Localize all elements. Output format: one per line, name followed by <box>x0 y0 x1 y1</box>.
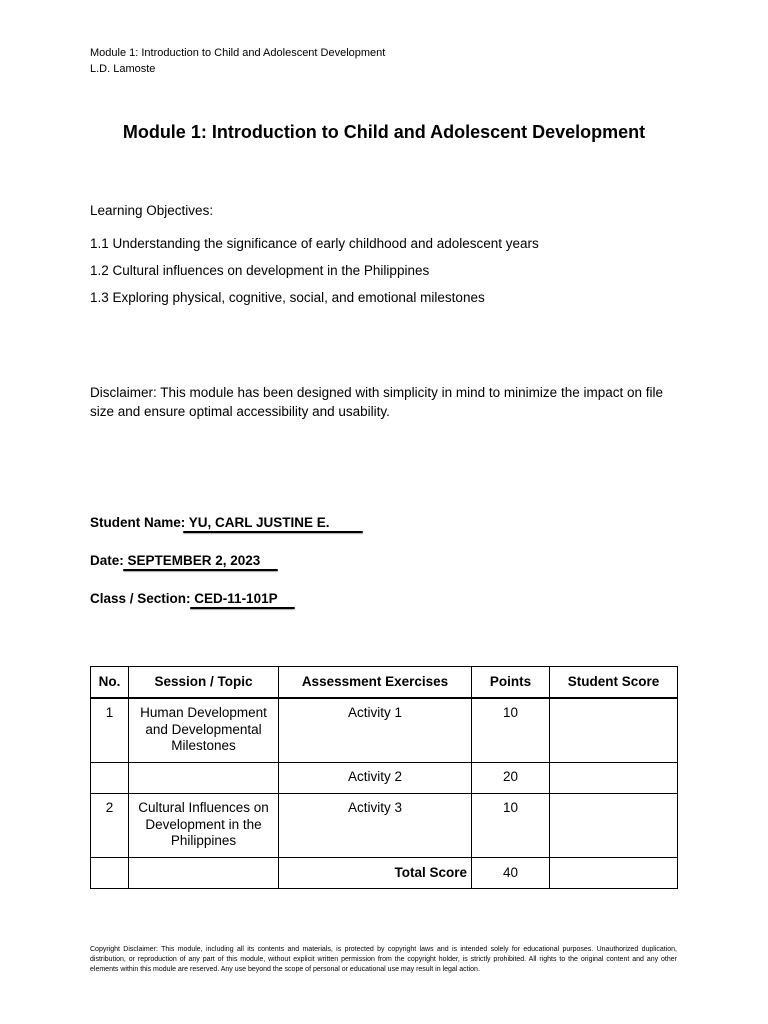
header-author-line: L.D. Lamoste <box>90 63 156 75</box>
total-empty-cell <box>91 858 129 889</box>
row-exercise: Activity 2 <box>279 763 472 794</box>
table-row <box>91 794 678 858</box>
objective-item: 1.1 Understanding the significance of early childhood and adolescent years <box>90 236 539 251</box>
table-header-row <box>91 667 678 699</box>
class-section-field <box>90 591 278 606</box>
date-label: Date <box>90 553 120 568</box>
table-row <box>91 763 678 794</box>
date-value: : SEPTEMBER 2, 2023 <box>119 553 261 568</box>
date-field <box>90 553 260 568</box>
row-no <box>91 763 129 794</box>
col-header-topic: Session / Topic <box>129 667 279 699</box>
total-empty-cell <box>129 858 279 889</box>
total-score-label: Total Score <box>279 858 472 889</box>
disclaimer-text: Disclaimer: This module has been designed with simplicity in mind to minimize the impact on file size and ensure optimal accessibility and usability. <box>90 385 663 419</box>
row-points: 20 <box>472 763 550 794</box>
total-row <box>91 858 678 889</box>
class-section-value: : CED-11-101P <box>186 591 278 606</box>
objective-item: 1.2 Cultural influences on development in the Philippines <box>90 263 430 278</box>
class-section-label: Class / Section <box>90 591 187 606</box>
row-no: 2 <box>91 794 129 858</box>
student-name-field <box>90 515 330 530</box>
class-section-underline <box>190 607 295 609</box>
row-student-score <box>550 763 678 794</box>
col-header-exercises: Assessment Exercises <box>279 667 472 699</box>
table-row <box>91 698 678 763</box>
row-student-score <box>550 698 678 763</box>
row-student-score <box>550 794 678 858</box>
col-header-points: Points <box>472 667 550 699</box>
student-name-value: : YU, CARL JUSTINE E. <box>180 515 330 530</box>
objective-item: 1.3 Exploring physical, cognitive, social, and emotional milestones <box>90 290 485 305</box>
row-exercise: Activity 1 <box>279 698 472 763</box>
col-header-no: No. <box>91 667 129 699</box>
total-student-score <box>550 858 678 889</box>
col-header-score: Student Score <box>550 667 678 699</box>
student-name-label: Student Name <box>90 515 181 530</box>
page-title: Module 1: Introduction to Child and Adolescent Development <box>122 122 646 142</box>
assessment-table <box>90 666 678 889</box>
student-name-underline <box>183 531 363 533</box>
header-module-line: Module 1: Introduction to Child and Adolescent Development <box>90 47 386 59</box>
running-header <box>90 45 385 77</box>
copyright-disclaimer: Copyright Disclaimer: This module, including all its contents and materials, is protected by copyright laws and is intended solely for educational purposes. Unauthorized duplication, distribution, or reproduction of any part of this module, without explicit written permission from the copyright holder, is strictly prohibited. All rights to the original content and any other elements within this module are reserved. Any use beyond the scope of personal or educational use may result in legal action. <box>90 946 677 973</box>
row-exercise: Activity 3 <box>279 794 472 858</box>
date-underline <box>123 569 278 571</box>
learning-objectives <box>90 203 539 317</box>
row-no: 1 <box>91 698 129 763</box>
row-points: 10 <box>472 794 550 858</box>
total-points: 40 <box>472 858 550 889</box>
row-points: 10 <box>472 698 550 763</box>
objectives-heading: Learning Objectives: <box>90 203 214 218</box>
row-topic <box>129 763 279 794</box>
row-topic: Cultural Influences on Development in the Philippines <box>129 794 279 858</box>
row-topic: Human Development and Developmental Milestones <box>129 698 279 763</box>
